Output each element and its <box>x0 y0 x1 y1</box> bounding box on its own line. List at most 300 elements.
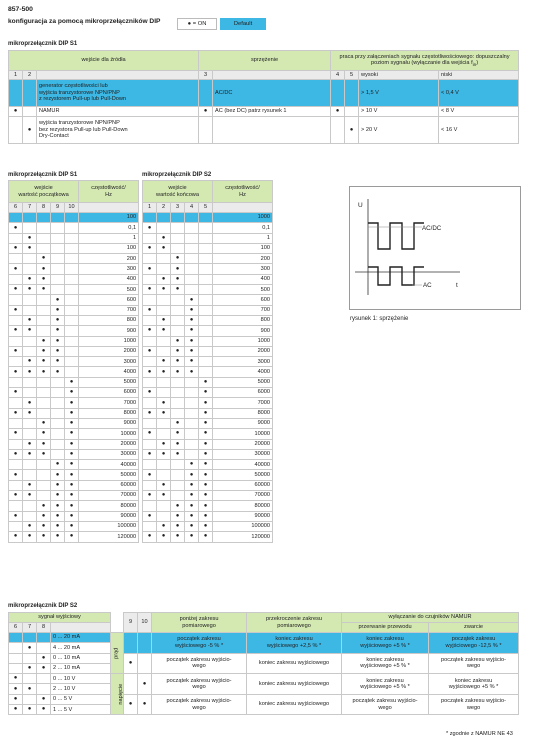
switch-state <box>65 295 79 305</box>
switch-state <box>157 501 171 511</box>
switch-state <box>9 377 23 387</box>
switch-state: ● <box>143 470 157 480</box>
switch-state <box>185 418 199 428</box>
switch-state: ● <box>199 418 213 428</box>
frequency-row <box>143 501 273 511</box>
switch-state: ● <box>37 449 51 459</box>
switch-state: ● <box>9 429 23 439</box>
switch-state: ● <box>157 491 171 501</box>
switch-state <box>9 117 23 144</box>
switch-state: ● <box>51 491 65 501</box>
switch-state <box>157 223 171 233</box>
switch-state <box>9 643 23 653</box>
switch-state: ● <box>9 346 23 356</box>
switch-state <box>157 254 171 264</box>
frequency-row <box>9 418 139 428</box>
frequency-row <box>9 315 139 325</box>
frequency-row <box>9 223 139 233</box>
switch-state: ● <box>51 470 65 480</box>
switch-state: ● <box>331 107 345 117</box>
switch-state <box>51 223 65 233</box>
frequency-value: 3000 <box>79 357 139 367</box>
switch-state <box>9 315 23 325</box>
switch-state: ● <box>37 521 51 531</box>
switch-state <box>199 295 213 305</box>
switch-state: ● <box>51 357 65 367</box>
switch-state <box>37 460 51 470</box>
switch-state <box>37 633 51 643</box>
switch-state <box>9 233 23 243</box>
switch-state <box>185 449 199 459</box>
s2-head-below: poniżej zakresu pomiarowego <box>152 613 247 633</box>
u-axis-label: U <box>358 202 363 209</box>
frequency-value: 60000 <box>79 480 139 490</box>
switch-state: ● <box>65 460 79 470</box>
wire-break-value: koniec zakresu wyjściowego +5 % * <box>342 674 429 695</box>
switch-state: ● <box>65 439 79 449</box>
frequency-value: 20000 <box>79 439 139 449</box>
switch-state <box>185 408 199 418</box>
switch-state: ● <box>185 491 199 501</box>
figure-caption: rysunek 1: sprzężenie <box>350 316 409 322</box>
switch-number: 8 <box>37 203 51 213</box>
frequency-value: 1000 <box>213 336 273 346</box>
switch-state <box>9 480 23 490</box>
frequency-row <box>9 274 139 284</box>
switch-state <box>23 295 37 305</box>
switch-state: ● <box>37 429 51 439</box>
switch-state: ● <box>171 357 185 367</box>
switch-state <box>199 336 213 346</box>
s2-head-namur: wyłączanie do czujników NAMUR <box>342 613 519 623</box>
switch-state: ● <box>51 511 65 521</box>
frequency-value: 4000 <box>213 367 273 377</box>
switch-state <box>157 388 171 398</box>
frequency-value: 80000 <box>213 501 273 511</box>
frequency-row <box>143 439 273 449</box>
switch-state <box>199 357 213 367</box>
switch-state: ● <box>37 285 51 295</box>
s1-head-low: niski <box>439 71 519 80</box>
switch-state <box>185 243 199 253</box>
switch-state: ● <box>143 532 157 542</box>
switch-state <box>199 315 213 325</box>
switch-state: ● <box>185 326 199 336</box>
frequency-row <box>9 501 139 511</box>
frequency-value: 9000 <box>213 418 273 428</box>
group-label: napięcie <box>118 683 125 705</box>
frequency-row <box>143 336 273 346</box>
switch-state: ● <box>157 449 171 459</box>
frequency-row <box>9 532 139 542</box>
switch-state: ● <box>9 243 23 253</box>
switch-state: ● <box>51 346 65 356</box>
switch-state: ● <box>37 439 51 449</box>
switch-state <box>171 460 185 470</box>
frequency-row <box>143 213 273 223</box>
s1-config-row <box>9 117 519 144</box>
switch-state: ● <box>23 439 37 449</box>
switch-state <box>65 367 79 377</box>
switch-state: ● <box>65 521 79 531</box>
switch-state: ● <box>9 285 23 295</box>
switch-state <box>345 80 359 107</box>
switch-state <box>185 213 199 223</box>
switch-state: ● <box>51 501 65 511</box>
switch-state <box>9 663 23 673</box>
frequency-value: 7000 <box>79 398 139 408</box>
switch-state <box>143 418 157 428</box>
switch-state <box>143 377 157 387</box>
switch-state <box>157 418 171 428</box>
switch-state: ● <box>185 460 199 470</box>
frequency-value: 2000 <box>79 346 139 356</box>
switch-state <box>171 408 185 418</box>
switch-state <box>51 285 65 295</box>
switch-state <box>37 491 51 501</box>
switch-state <box>51 213 65 223</box>
switch-state <box>37 470 51 480</box>
s1-head-input: wejście dla źródła <box>9 51 199 71</box>
switch-state: ● <box>157 357 171 367</box>
switch-state: ● <box>37 418 51 428</box>
frequency-value: 5000 <box>213 377 273 387</box>
switch-state: ● <box>185 470 199 480</box>
below-range-value: początek zakresu wyjścio- wego <box>152 694 247 715</box>
below-range-value: początek zakresu wyjściowego -5 % * <box>152 633 247 654</box>
output-range-value: 0 ... 10 V <box>51 674 111 684</box>
frequency-row <box>9 491 139 501</box>
output-range-value: 1 ... 5 V <box>51 705 111 715</box>
frequency-value: 700 <box>213 305 273 315</box>
switch-state <box>23 460 37 470</box>
frequency-row <box>9 233 139 243</box>
switch-state: ● <box>199 429 213 439</box>
switch-state <box>185 398 199 408</box>
switch-state <box>143 233 157 243</box>
switch-state <box>37 408 51 418</box>
switch-state: ● <box>143 326 157 336</box>
frequency-row <box>9 367 139 377</box>
switch-number: 3 <box>171 203 185 213</box>
s1-top-table <box>8 50 519 144</box>
frequency-row <box>143 491 273 501</box>
switch-state: ● <box>199 398 213 408</box>
wire-break-value: początek zakresu wyjścio- wego <box>342 694 429 715</box>
switch-state: ● <box>65 532 79 542</box>
switch-state <box>171 213 185 223</box>
switch-state: ● <box>37 653 51 663</box>
frequency-value: 80000 <box>79 501 139 511</box>
switch-state: ● <box>143 511 157 521</box>
switch-state <box>37 480 51 490</box>
short-circuit-value: koniec zakresu wyjściowego +5 % * <box>429 674 519 695</box>
switch-state: ● <box>51 315 65 325</box>
frequency-value: 9000 <box>79 418 139 428</box>
switch-state: ● <box>9 388 23 398</box>
switch-state <box>124 674 138 695</box>
switch-state: ● <box>138 694 152 715</box>
switch-state: ● <box>23 243 37 253</box>
switch-state: ● <box>9 264 23 274</box>
frequency-value: 4000 <box>79 367 139 377</box>
switch-state <box>124 633 138 654</box>
below-range-value: początek zakresu wyjścio- wego <box>152 674 247 695</box>
switch-state <box>65 336 79 346</box>
switch-state: ● <box>23 684 37 694</box>
frequency-value: 10000 <box>213 429 273 439</box>
frequency-value: 8000 <box>79 408 139 418</box>
group-label: prąd <box>113 647 120 659</box>
switch-number: 7 <box>23 203 37 213</box>
switch-state <box>37 674 51 684</box>
switch-state: ● <box>23 326 37 336</box>
switch-state: ● <box>185 315 199 325</box>
frequency-row <box>9 408 139 418</box>
frequency-value: 900 <box>79 326 139 336</box>
switch-state: ● <box>23 663 37 673</box>
switch-state <box>23 694 37 704</box>
frequency-row <box>9 377 139 387</box>
switch-state: ● <box>51 326 65 336</box>
switch-state: ● <box>185 305 199 315</box>
switch-state <box>171 223 185 233</box>
frequency-row <box>143 315 273 325</box>
switch-state <box>9 439 23 449</box>
output-range-value: 0 ... 5 V <box>51 694 111 704</box>
switch-state <box>51 274 65 284</box>
switch-state: ● <box>171 439 185 449</box>
switch-state <box>143 274 157 284</box>
s1-head-high: wysoki <box>359 71 439 80</box>
switch-state: ● <box>9 532 23 542</box>
switch-state <box>171 233 185 243</box>
frequency-row <box>143 295 273 305</box>
frequency-value: 3000 <box>213 357 273 367</box>
s1-config-row <box>9 80 519 107</box>
switch-state: ● <box>157 243 171 253</box>
s1-config-row <box>9 107 519 117</box>
switch-state <box>23 501 37 511</box>
switch-state: ● <box>9 470 23 480</box>
switch-state <box>143 460 157 470</box>
frequency-row <box>9 305 139 315</box>
frequency-value: 500 <box>79 285 139 295</box>
frequency-value: 0,1 <box>79 223 139 233</box>
frequency-row <box>9 357 139 367</box>
switch-state: ● <box>199 460 213 470</box>
switch-number: 8 <box>37 623 51 633</box>
switch-state <box>37 398 51 408</box>
switch-number: 1 <box>143 203 157 213</box>
frequency-value: 400 <box>213 274 273 284</box>
frequency-row <box>143 398 273 408</box>
switch-state <box>51 388 65 398</box>
input-source: generator częstotliwości lub wyjścia tranzystorowe NPN/PNP z rezystorem Pull-up lub Pull-Down <box>37 80 199 107</box>
switch-state: ● <box>9 326 23 336</box>
frequency-value: 30000 <box>213 449 273 459</box>
switch-state <box>23 388 37 398</box>
switch-state <box>199 285 213 295</box>
switch-state: ● <box>185 480 199 490</box>
switch-state <box>37 243 51 253</box>
switch-state: ● <box>65 449 79 459</box>
switch-state: ● <box>9 694 23 704</box>
switch-state <box>23 264 37 274</box>
switch-state: ● <box>23 233 37 243</box>
frequency-value: 900 <box>213 326 273 336</box>
wire-break-value: koniec zakresu wyjściowego +5 % * <box>342 633 429 654</box>
switch-state: ● <box>9 449 23 459</box>
frequency-row <box>9 326 139 336</box>
frequency-value: 700 <box>79 305 139 315</box>
frequency-value: 120000 <box>79 532 139 542</box>
switch-state: ● <box>51 305 65 315</box>
switch-state <box>65 274 79 284</box>
switch-state: ● <box>199 521 213 531</box>
switch-state: ● <box>143 264 157 274</box>
switch-state <box>23 511 37 521</box>
switch-number: 10 <box>65 203 79 213</box>
switch-state <box>9 521 23 531</box>
frequency-row <box>143 418 273 428</box>
output-range-value: 4 ... 20 mA <box>51 643 111 653</box>
output-range-value: 0 ... 20 mA <box>51 633 111 643</box>
frequency-value: 100 <box>79 243 139 253</box>
frequency-value: 90000 <box>213 511 273 521</box>
switch-state <box>65 233 79 243</box>
output-range-row <box>9 674 519 684</box>
switch-state <box>171 388 185 398</box>
switch-state: ● <box>37 264 51 274</box>
frequency-row <box>143 223 273 233</box>
switch-state: ● <box>157 398 171 408</box>
frequency-value: 1000 <box>213 213 273 223</box>
switch-state: ● <box>199 388 213 398</box>
frequency-row <box>143 264 273 274</box>
level-high: > 10 V <box>359 107 439 117</box>
switch-state: ● <box>171 367 185 377</box>
switch-number: 5 <box>345 71 359 80</box>
s2-head-break: przerwanie przewodu <box>342 623 429 633</box>
s1-top-label: mikroprzełącznik DIP S1 <box>8 41 78 47</box>
switch-state <box>23 653 37 663</box>
switch-state: ● <box>171 501 185 511</box>
output-range-value: 0 ... 10 mA <box>51 653 111 663</box>
switch-state: ● <box>9 367 23 377</box>
switch-state: ● <box>199 491 213 501</box>
switch-state: ● <box>9 408 23 418</box>
switch-state: ● <box>23 367 37 377</box>
switch-state <box>143 439 157 449</box>
switch-state: ● <box>23 408 37 418</box>
switch-state: ● <box>9 674 23 684</box>
frequency-row <box>9 480 139 490</box>
switch-state: ● <box>345 117 359 144</box>
switch-state: ● <box>65 418 79 428</box>
frequency-value: 800 <box>79 315 139 325</box>
switch-state: ● <box>51 532 65 542</box>
switch-state <box>37 305 51 315</box>
switch-state <box>65 243 79 253</box>
frequency-value: 20000 <box>213 439 273 449</box>
switch-state: ● <box>157 408 171 418</box>
frequency-row <box>143 521 273 531</box>
switch-state: ● <box>37 254 51 264</box>
switch-state <box>23 470 37 480</box>
switch-state: ● <box>171 532 185 542</box>
switch-state: ● <box>65 470 79 480</box>
frequency-row <box>9 336 139 346</box>
frequency-value: 70000 <box>213 491 273 501</box>
switch-state <box>199 233 213 243</box>
switch-state <box>37 684 51 694</box>
switch-state: ● <box>199 377 213 387</box>
switch-state: ● <box>124 653 138 674</box>
switch-state: ● <box>143 449 157 459</box>
switch-state <box>171 305 185 315</box>
switch-state: ● <box>23 480 37 490</box>
frequency-row <box>9 511 139 521</box>
switch-state: ● <box>51 521 65 531</box>
switch-state <box>331 80 345 107</box>
frequency-row <box>143 346 273 356</box>
switch-state <box>138 633 152 654</box>
s2-output-table <box>8 612 519 715</box>
frequency-value: 5000 <box>79 377 139 387</box>
frequency-value: 100 <box>79 213 139 223</box>
switch-state: ● <box>157 367 171 377</box>
switch-state <box>51 408 65 418</box>
frequency-value: 6000 <box>79 388 139 398</box>
switch-number: 1 <box>9 71 23 80</box>
switch-state: ● <box>199 449 213 459</box>
switch-number: 10 <box>138 613 152 633</box>
switch-number: 2 <box>157 203 171 213</box>
input-source: wyjścia tranzystorowe NPN/PNP bez rezystora Pull-up lub Pull-Down Dry-Contact <box>37 117 199 144</box>
switch-state <box>199 326 213 336</box>
switch-state: ● <box>171 274 185 284</box>
switch-state <box>171 470 185 480</box>
switch-state <box>185 388 199 398</box>
switch-state <box>9 295 23 305</box>
switch-state <box>185 264 199 274</box>
switch-state <box>65 305 79 315</box>
switch-state <box>65 357 79 367</box>
switch-number: 6 <box>9 623 23 633</box>
switch-state <box>51 254 65 264</box>
switch-state <box>199 117 213 144</box>
switch-state: ● <box>199 408 213 418</box>
frequency-value: 50000 <box>79 470 139 480</box>
switch-state <box>157 511 171 521</box>
switch-state: ● <box>171 254 185 264</box>
switch-state <box>51 264 65 274</box>
switch-state <box>23 674 37 684</box>
switch-number: 3 <box>199 71 213 80</box>
s2-head-over: przekroczenie zakresu pomiarowego <box>247 613 342 633</box>
switch-state <box>37 223 51 233</box>
frequency-value: 1 <box>79 233 139 243</box>
switch-state <box>143 315 157 325</box>
switch-state <box>9 357 23 367</box>
switch-state: ● <box>143 367 157 377</box>
switch-state <box>157 264 171 274</box>
switch-state <box>185 285 199 295</box>
switch-state: ● <box>185 357 199 367</box>
switch-state: ● <box>23 521 37 531</box>
switch-state: ● <box>199 439 213 449</box>
